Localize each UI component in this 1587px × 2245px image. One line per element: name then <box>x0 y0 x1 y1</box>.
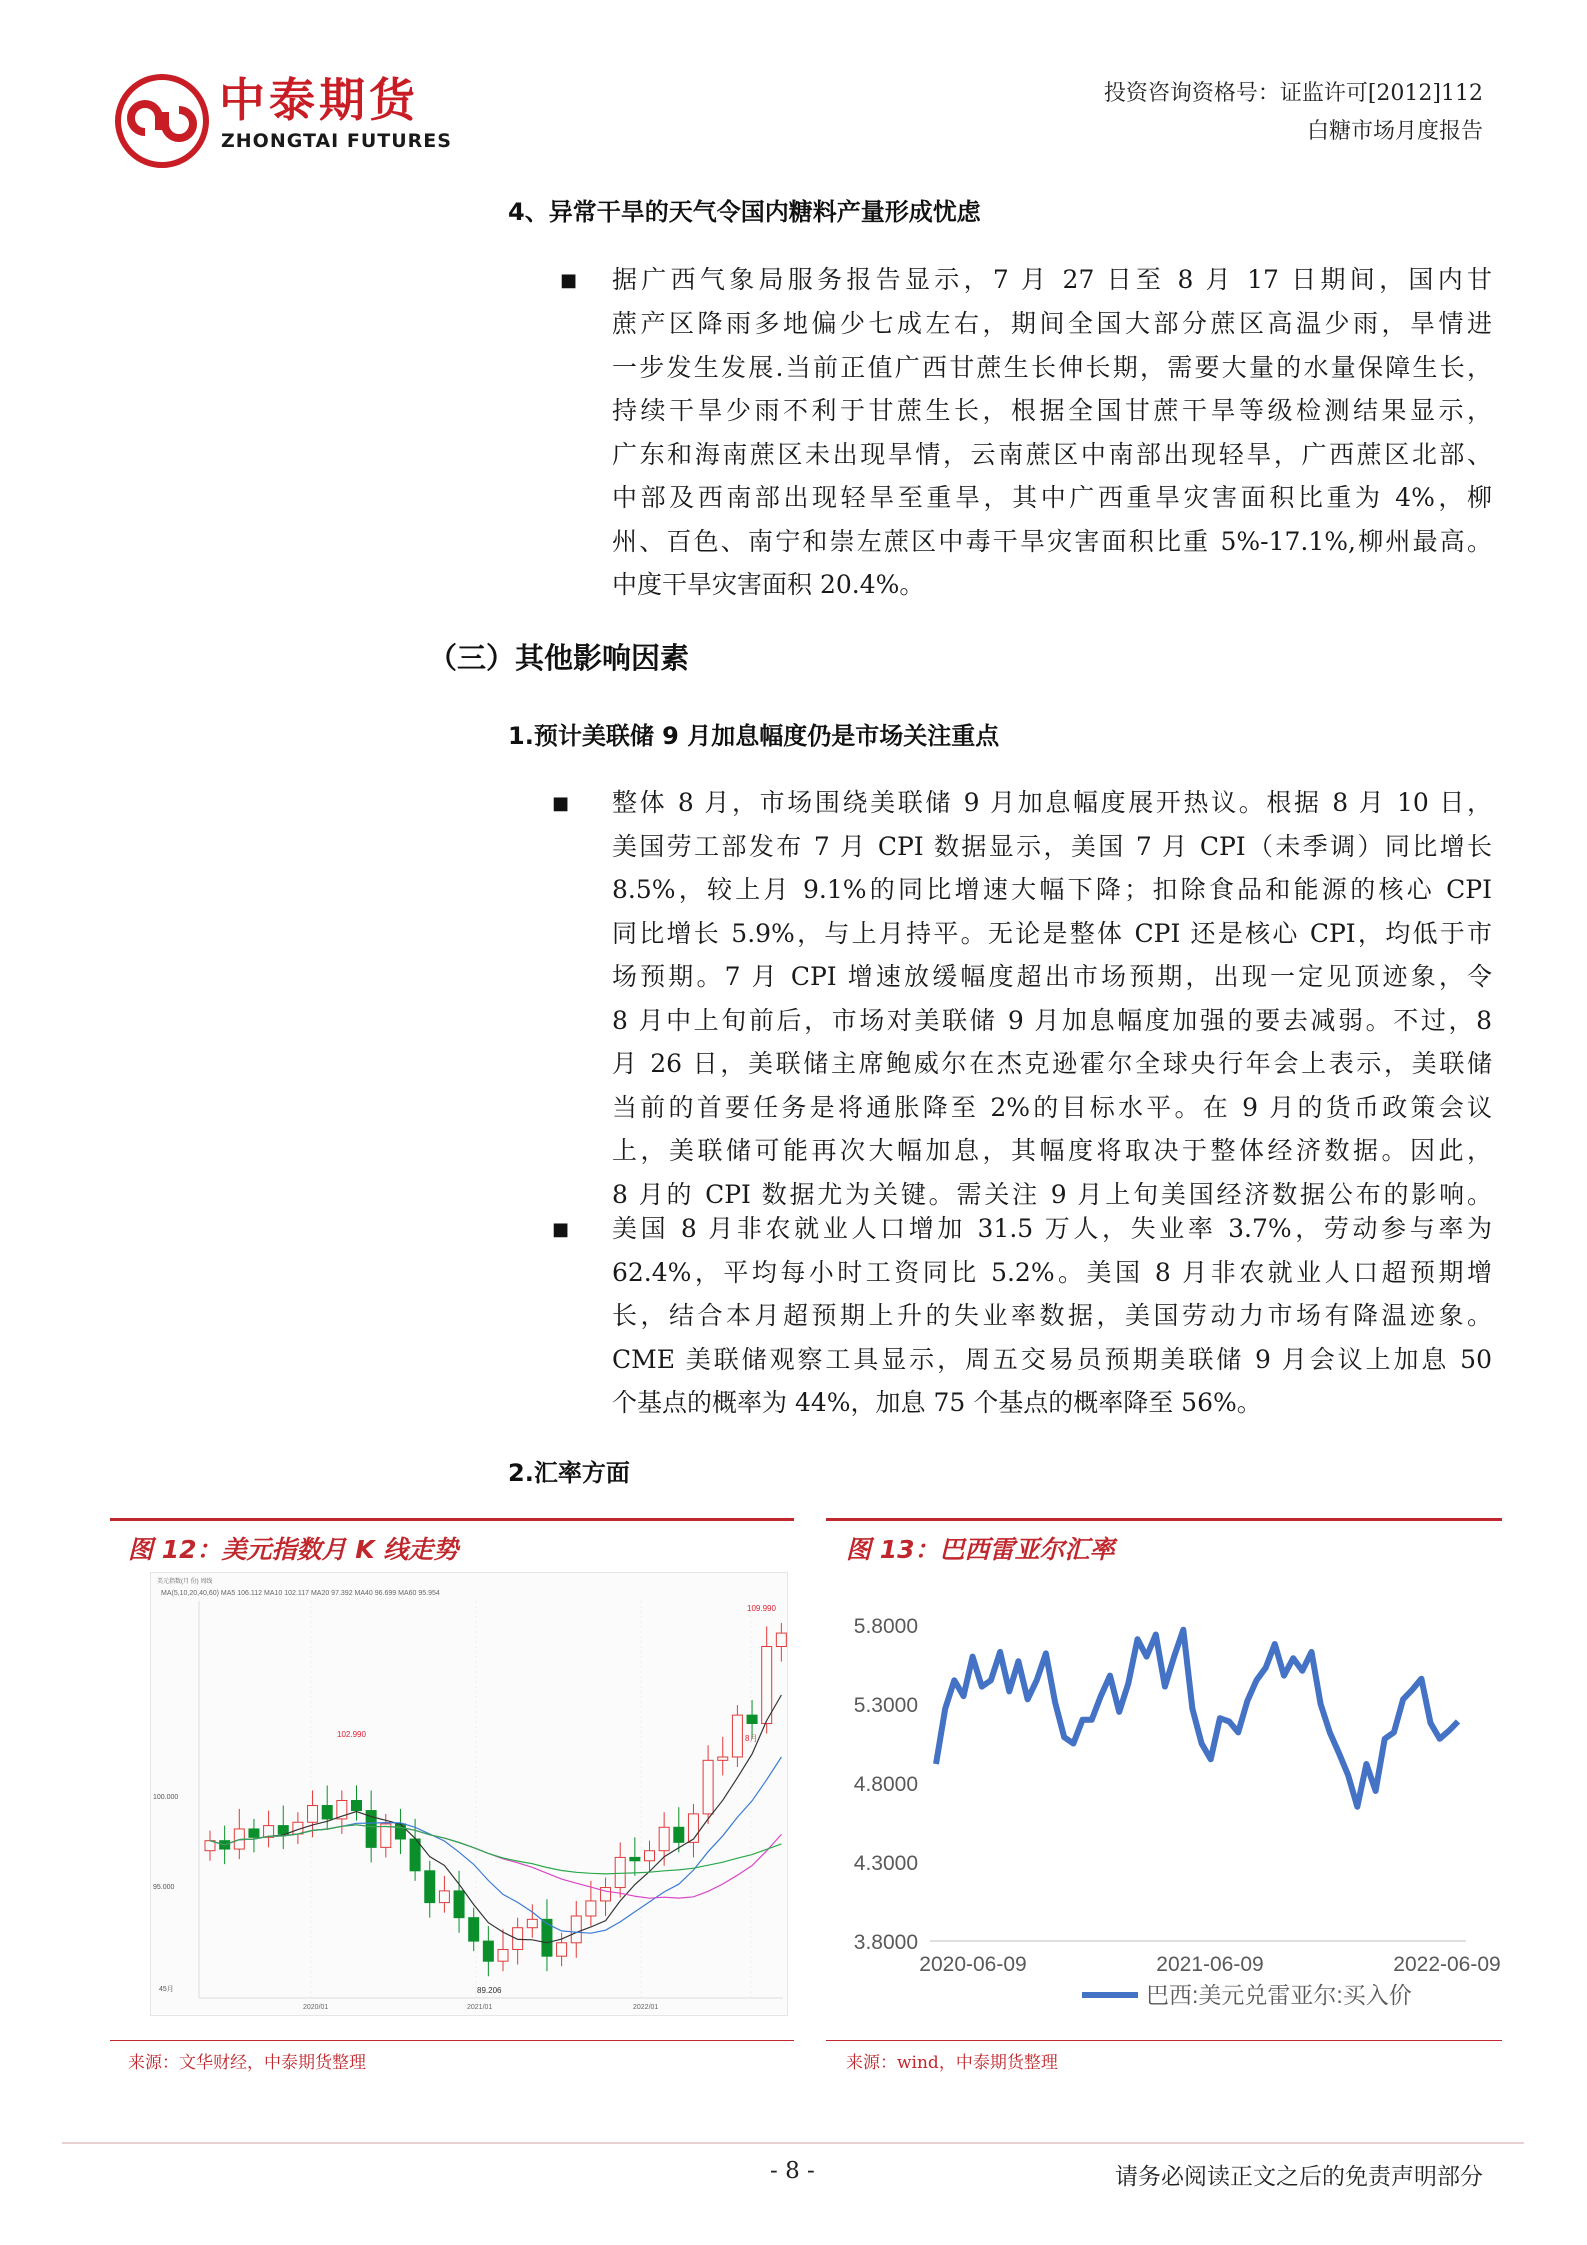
figure13-bottom-rule <box>826 2040 1502 2041</box>
text-line: 场预期。7 月 CPI 增速放缓幅度超出市场预期，出现一定见顶迹象，令 <box>612 962 1492 991</box>
candle-body <box>439 1891 449 1903</box>
figure12-bottom-rule <box>110 2040 794 2041</box>
text-line: 据广西气象局服务报告显示，7 月 27 日至 8 月 17 日期间，国内甘 <box>612 265 1492 294</box>
kchart-header: 美元指数(月 份) 周线 <box>157 1579 213 1585</box>
subheading-fed: 1.预计美联储 9 月加息幅度仍是市场关注重点 <box>508 722 1000 750</box>
section4-paragraph <box>612 258 1492 302</box>
candle-body <box>762 1647 772 1724</box>
text-line: 62.4%，平均每小时工资同比 5.2%。美国 8 月非农就业人口超预期增 <box>612 1257 1492 1287</box>
candle-body <box>425 1871 435 1903</box>
candle-body <box>352 1801 362 1811</box>
y-tick-label: 4.3000 <box>853 1852 918 1875</box>
text-line: 美国劳工部发布 7 月 CPI 数据显示，美国 7 月 CPI（未季调）同比增长 <box>612 831 1492 861</box>
y-tick-label: 5.8000 <box>853 1615 918 1638</box>
bullet-square-icon: ■ <box>560 270 578 291</box>
report-name: 白糖市场月度报告 <box>1306 119 1483 144</box>
text-line: 整体 8 月，市场围绕美联储 9 月加息幅度展开热议。根据 8 月 10 日， <box>612 788 1492 817</box>
disclaimer-note: 请务必阅读正文之后的免责声明部分 <box>1115 2164 1483 2190</box>
dollar-index-kline-chart <box>151 1573 787 2015</box>
kchart-high-label: 109.990 <box>747 1604 776 1613</box>
text-line: 月 26 日，美联储主席鲍威尔在杰克逊霍尔全球央行年会上表示，美联储 <box>612 1049 1492 1078</box>
text-line: 广东和海南蔗区未出现旱情，云南蔗区中南部出现轻旱，广西蔗区北部、 <box>612 439 1492 469</box>
text-line: 上，美联储可能再次大幅加息，其幅度将取决于整体经济数据。因此， <box>612 1136 1492 1165</box>
candle-body <box>395 1824 405 1839</box>
candle-body <box>278 1826 288 1834</box>
candle-body <box>469 1918 479 1941</box>
figure12-chart <box>150 1572 788 2016</box>
kchart-xtick: 2022/01 <box>633 2004 659 2011</box>
candle-body <box>586 1901 596 1916</box>
text-line: 美国 8 月非农就业人口增加 31.5 万人，失业率 3.7%，劳动参与率为 <box>612 1214 1492 1243</box>
candle-body <box>703 1760 713 1814</box>
license-number: 投资咨询资格号：证监许可[2012]112 <box>1103 81 1483 106</box>
candle-body <box>454 1891 464 1918</box>
x-tick-label: 2022-06-09 <box>1393 1953 1501 1976</box>
candle-body <box>747 1715 757 1723</box>
series-line <box>936 1630 1458 1807</box>
candle-body <box>674 1827 684 1842</box>
page-number: - 8 - <box>770 2158 815 2184</box>
text-line: 州、百色、南宁和崇左蔗区中毒干旱灾害面积比重 5%-17.1%,柳州最高。 <box>612 526 1492 556</box>
candle-body <box>249 1829 259 1837</box>
figure13-source: 来源：wind，中泰期货整理 <box>846 2053 1058 2073</box>
candle-body <box>308 1806 318 1823</box>
figure13-top-rule <box>826 1518 1502 1521</box>
candle-body <box>732 1715 742 1757</box>
logo-mark-icon <box>115 74 209 168</box>
text-line: 一步发生发展.当前正值广西甘蔗生长伸长期，需要大量的水量保障生长， <box>612 352 1492 382</box>
candle-body <box>410 1839 420 1871</box>
logo-chinese-name: 中泰期货 <box>219 73 419 127</box>
candle-body <box>571 1916 581 1943</box>
x-tick-label: 2020-06-09 <box>919 1953 1027 1976</box>
text-line: 中度干旱灾害面积 20.4%。 <box>612 570 925 599</box>
bullet-square-icon: ■ <box>552 793 570 814</box>
kchart-axis-100: 100.000 <box>153 1794 179 1801</box>
figure13-chart <box>826 1575 1502 2025</box>
kchart-peak-label: 102.990 <box>337 1730 366 1739</box>
text-line: 8 月中上旬前后，市场对美联储 9 月加息幅度加强的要去减弱。不过，8 <box>612 1005 1492 1035</box>
kchart-axis-95: 95.000 <box>153 1884 175 1891</box>
text-line: 8 月的 CPI 数据尤为关键。需关注 9 月上旬美国经济数据公布的影响。 <box>612 1179 1492 1209</box>
kchart-xtick: 2021/01 <box>467 2004 493 2011</box>
kchart-aug-label: 8月 <box>745 1734 758 1743</box>
bullet-square-icon: ■ <box>552 1219 570 1240</box>
section4-heading: 4、异常干旱的天气令国内糖料产量形成忧虑 <box>508 198 981 226</box>
candle-body <box>322 1806 332 1819</box>
fed-paragraph <box>612 781 1492 1216</box>
text-line: 蔗产区降雨多地偏少七成左右，期间全国大部分蔗区高温少雨，旱情进 <box>612 309 1492 338</box>
figure12-source: 来源：文华财经，中泰期货整理 <box>128 2053 366 2073</box>
candle-body <box>527 1919 537 1927</box>
candle-body <box>601 1888 611 1901</box>
figure12-top-rule <box>110 1518 794 1521</box>
figure12-title: 图 12：美元指数月 K 线走势 <box>128 1535 459 1564</box>
subheading-fx: 2.汇率方面 <box>508 1459 630 1487</box>
moving-average-line <box>210 1757 781 1933</box>
candle-body <box>615 1857 625 1887</box>
footer-rule <box>62 2142 1524 2144</box>
text-line: 同比增长 5.9%，与上月持平。无论是整体 CPI 还是核心 CPI，均低于市 <box>612 918 1492 948</box>
kchart-ma-legend: MA(5,10,20,40,60) MA5 106.112 MA10 102.117 MA20 97.392 MA40 96.699 MA60 95.954 <box>161 1590 440 1597</box>
y-tick-label: 5.3000 <box>853 1694 918 1717</box>
x-tick-label: 2021-06-09 <box>1156 1953 1264 1976</box>
nonfarm-paragraph <box>612 1207 1492 1425</box>
candle-body <box>645 1851 655 1861</box>
text-line: 8.5%，较上月 9.1%的同比增速大幅下降；扣除食品和能源的核心 CPI <box>612 875 1492 904</box>
candle-body <box>718 1757 728 1760</box>
figure13-title: 图 13：巴西雷亚尔汇率 <box>846 1535 1115 1564</box>
candle-body <box>557 1943 567 1956</box>
text-line: 中部及西南部出现轻旱至重旱，其中广西重旱灾害面积比重为 4%，柳 <box>612 483 1492 512</box>
candle-body <box>381 1824 391 1847</box>
kchart-xtick: 2020/01 <box>303 2004 329 2011</box>
section4-paragraph-body <box>612 302 1492 607</box>
y-tick-label: 4.8000 <box>853 1773 918 1796</box>
kchart-low-label: 89.206 <box>477 1986 502 1995</box>
candle-body <box>776 1633 786 1646</box>
company-logo <box>115 72 475 172</box>
legend-label: 巴西:美元兑雷亚尔:买入价 <box>1146 1982 1412 2008</box>
candle-body <box>513 1928 523 1950</box>
section3-heading: （三）其他影响因素 <box>428 641 690 675</box>
candle-body <box>483 1941 493 1961</box>
candle-body <box>659 1827 669 1850</box>
kchart-axis-period: 45月 <box>159 1986 174 1993</box>
y-tick-label: 3.8000 <box>853 1931 918 1954</box>
candle-body <box>498 1949 508 1961</box>
text-line: 长，结合本月超预期上升的失业率数据，美国劳动力市场有降温迹象。 <box>612 1301 1492 1330</box>
candle-body <box>630 1857 640 1860</box>
brl-exchange-rate-chart <box>826 1575 1502 2025</box>
text-line: 持续干旱少雨不利于甘蔗生长，根据全国甘蔗干旱等级检测结果显示， <box>612 396 1492 425</box>
logo-english-name: ZHONGTAI FUTURES <box>221 130 452 152</box>
text-line: 当前的首要任务是将通胀降至 2%的目标水平。在 9 月的货币政策会议 <box>612 1092 1492 1122</box>
text-line: CME 美联储观察工具显示，周五交易员预期美联储 9 月会议上加息 50 <box>612 1344 1492 1374</box>
text-line: 个基点的概率为 44%，加息 75 个基点的概率降至 56%。 <box>612 1388 1262 1417</box>
